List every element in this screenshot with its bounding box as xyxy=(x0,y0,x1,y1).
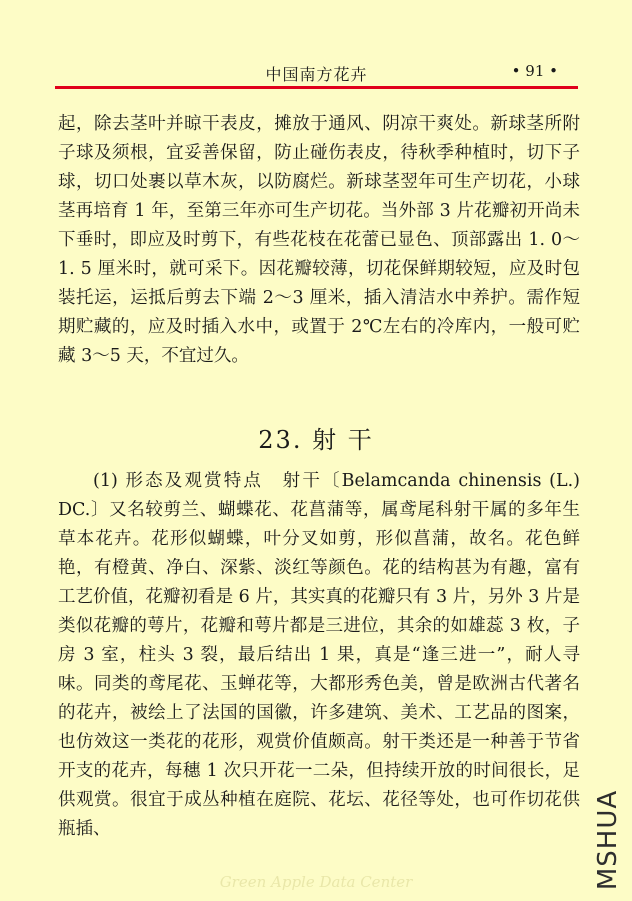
running-header xyxy=(55,62,578,84)
paragraph-morphology: (1) 形态及观赏特点 射干〔Belamcanda chinensis (L.) DC.〕又名较剪兰、蝴蝶花、花菖蒲等，属鸢尾科射干属的多年生草本花卉。花形似蝴蝶，叶分叉如剪，形似菖蒲，故名。花色鲜艳，有橙黄、净白、深紫、淡红等颜色。花的结构甚为有趣，富有工艺价值，花瓣初看是 6 片，其实真的花瓣只有 3 片，另外 3 片是类似花瓣的萼片，花瓣和萼片都是三进位，其余的如雄蕊 3 枚，子房 3 室，柱头 3 裂，最后结出 1 果，真是“逢三进一”，耐人寻味。同类的鸢尾花、玉蝉花等，大都形秀色美，曾是欧洲古代著名的花卉，被绘上了法国的国徽，许多建筑、美术、工艺品的图案，也仿效这一类花的花形，观赏价值颇高。射干类还是一种善于节省开支的花卉，每穗 1 次只开花一二朵，但持续开放的时间很长，足供观赏。很宜于成丛种植在庭院、花坛、花径等处，也可作切花供瓶插、 xyxy=(58,471,580,839)
body-text-bottom xyxy=(58,467,580,844)
section-heading: 23. 射 干 xyxy=(258,426,374,454)
book-title: 中国南方花卉 xyxy=(265,65,368,84)
watermark: Green Apple Data Center xyxy=(219,873,413,891)
header-rule xyxy=(55,86,578,89)
side-mark xyxy=(588,790,628,890)
paragraph-harvest-storage: 起，除去茎叶并晾干表皮，摊放于通风、阴凉干爽处。新球茎所附子球及须根，宜妥善保留，防止碰伤表皮，待秋季种植时，切下子球，切口处裹以草木灰，以防腐烂。新球茎翌年可生产切花，小球茎再培育 1 年，至第三年亦可生产切花。当外部 3 片花瓣初开尚未下垂时，即应及时剪下，有些花枝在花蕾已显色、顶部露出 1. 0～1. 5 厘米时，就可采下。因花瓣较薄，切花保鲜期较短，应及时包装托运，运抵后剪去下端 2～3 厘米，插入清洁水中养护。需作短期贮藏的，应及时插入水中，或置于 2℃左右的冷库内，一般可贮藏 3～5 天，不宜过久。 xyxy=(58,114,580,366)
body-text-top xyxy=(58,110,580,371)
page-number: • 91 • xyxy=(511,62,558,80)
side-mark-text: MSHUA xyxy=(593,789,623,891)
